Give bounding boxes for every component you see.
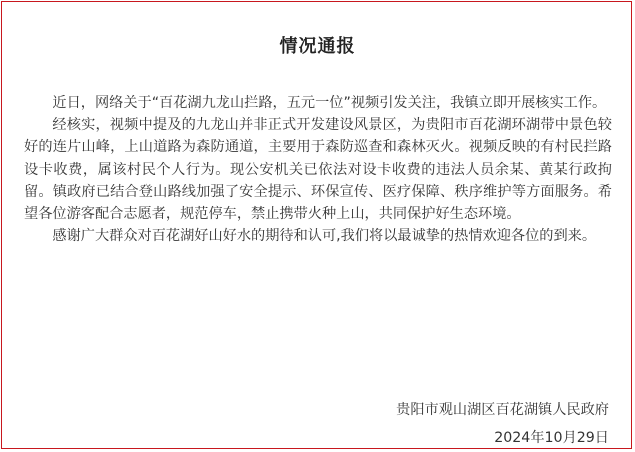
signature-organization: 贵阳市观山湖区百花湖镇人民政府: [396, 402, 609, 418]
notice-frame: [1, 1, 632, 449]
signature-date: 2024年10月29日: [494, 430, 609, 446]
paragraph-thanks: 感谢广大群众对百花湖好山好水的期待和认可,我们将以最诚挚的热情欢迎各位的到来。: [52, 228, 597, 245]
document-body: [24, 92, 612, 247]
document-title: 情况通报: [279, 36, 356, 57]
paragraph-intro: 近日，网络关于“百花湖九龙山拦路，五元一位”视频引发关注，我镇立即开展核实工作。: [52, 95, 607, 111]
signature-block: [396, 396, 609, 452]
paragraph-findings: 经核实，视频中提及的九龙山并非正式开发建设风景区，为贵阳市百花湖环湖带中景色较好的连片山峰，上山道路为森防通道，主要用于森防巡查和森林灭火。视频反映的有村民拦路设卡收费，属该村民个人行为。现公安机关已依法对设卡收费的违法人员余某、黄某行政拘留。镇政府已结合登山路线加强了安全提示、环保宣传、医疗保障、秩序维护等方面服务。希望各位游客配合志愿者，规范停车，禁止携带火种上山，共同保护好生态环境。: [24, 117, 612, 223]
